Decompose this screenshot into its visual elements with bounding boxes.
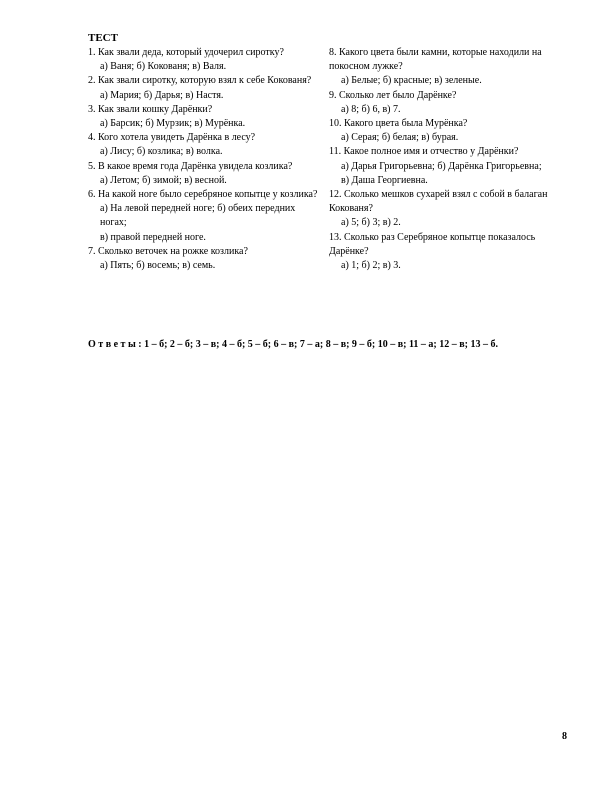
question-5: 5. В какое время года Дарёнка увидела козлика?	[88, 160, 293, 172]
answer-options-2: а) Мария; б) Дарья; в) Настя.	[100, 89, 224, 101]
answer-options-1: а) Ваня; б) Кокованя; в) Валя.	[100, 61, 227, 73]
question-2: 2. Как звали сиротку, которую взял к себе Кокованя?	[88, 75, 312, 87]
question-3: 3. Как звали кошку Дарёнки?	[88, 103, 213, 115]
question-10: 10. Какого цвета была Мурёнка?	[329, 118, 468, 130]
question-12: 12. Сколько мешков сухарей взял с собой в балаган Кокованя?	[329, 189, 548, 215]
question-9: 9. Сколько лет было Дарёнке?	[329, 89, 457, 101]
question-6: 6. На какой ноге было серебряное копытце у козлика?	[88, 189, 318, 201]
answer-options-13: а) 1; б) 2; в) 3.	[341, 260, 401, 272]
question-4: 4. Кого хотела увидеть Дарёнка в лесу?	[88, 132, 256, 144]
answer-options-12: а) 5; б) 3; в) 2.	[341, 217, 401, 229]
question-1: 1. Как звали деда, который удочерил сиротку?	[88, 47, 284, 58]
answer-options-11-cont: в) Даша Георгиевна.	[341, 174, 428, 186]
answer-options-9: а) 8; б) 6, в) 7.	[341, 103, 401, 115]
question-8: 8. Какого цвета были камни, которые находили на покосном лужке?	[329, 47, 542, 73]
answer-options-8: а) Белые; б) красные; в) зеленые.	[341, 75, 482, 87]
answer-key: О т в е т ы : 1 – б; 2 – б; 3 – в; 4 – б; 5 – б; 6 – в; 7 – а; 8 – в; 9 – б; 10 – в; 11 – а; 12 – в; 13 – б.	[88, 339, 498, 350]
answer-options-4: а) Лису; б) козлика; в) волка.	[100, 146, 223, 158]
answer-options-3: а) Барсик; б) Мурзик; в) Мурёнка.	[100, 118, 246, 130]
right-question-column	[329, 46, 569, 273]
page-number: 8	[562, 731, 567, 742]
answer-options-6-cont: в) правой передней ноге.	[100, 231, 206, 243]
answer-options-5: а) Летом; б) зимой; в) весной.	[100, 174, 227, 186]
answer-options-10: а) Серая; б) белая; в) бурая.	[341, 132, 459, 144]
question-7: 7. Сколько веточек на рожке козлика?	[88, 245, 248, 257]
answer-options-11: а) Дарья Григорьевна; б) Дарёнка Григорьевна;	[341, 160, 542, 172]
left-question-column	[88, 46, 320, 273]
page-title: ТЕСТ	[88, 32, 118, 44]
question-13: 13. Сколько раз Серебряное копытце показалось Дарёнке?	[329, 231, 536, 257]
answer-options-7: а) Пять; б) восемь; в) семь.	[100, 260, 216, 272]
answer-options-6: а) На левой передней ноге; б) обеих передних ногах;	[100, 203, 296, 229]
question-11: 11. Какое полное имя и отчество у Дарёнки?	[329, 146, 519, 158]
